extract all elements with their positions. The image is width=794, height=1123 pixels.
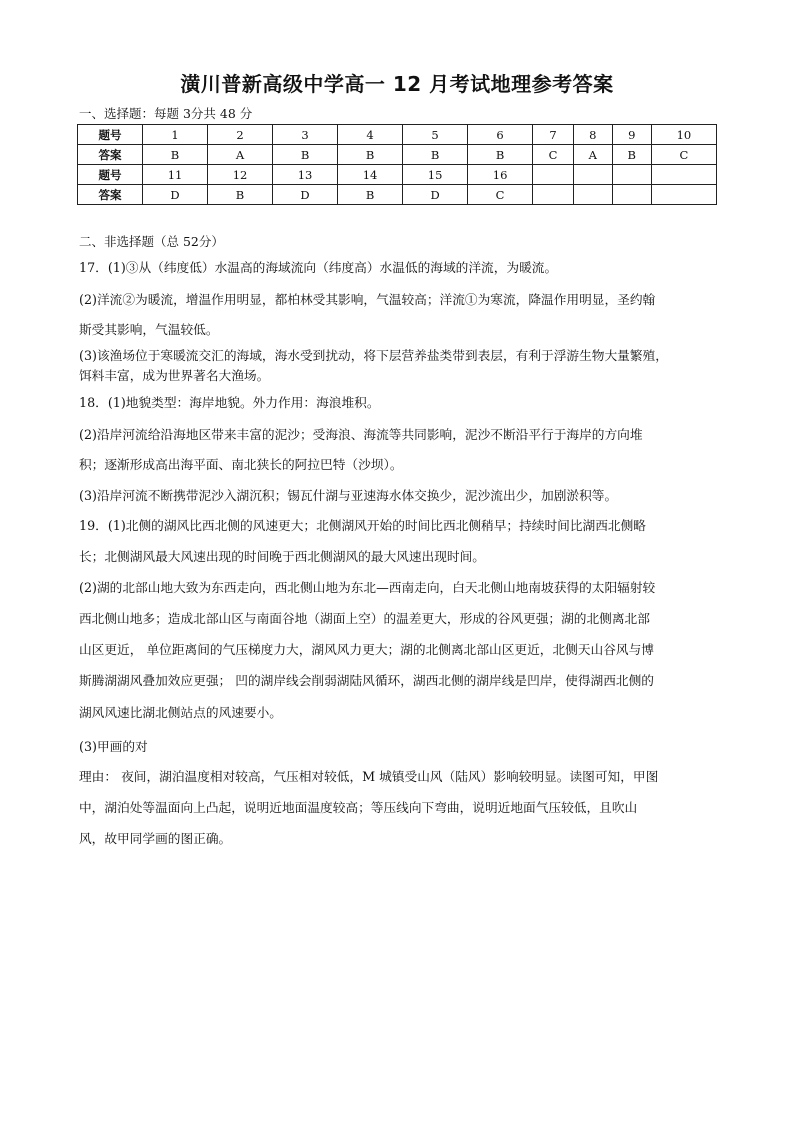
table-cell: D	[143, 185, 208, 205]
table-cell: A	[208, 145, 273, 165]
answer-line: 饵料丰富，成为世界著名大渔场。	[79, 368, 270, 383]
table-cell: 13	[273, 165, 338, 185]
table-cell: 10	[651, 125, 716, 145]
table-cell: C	[468, 185, 533, 205]
table-cell: B	[338, 185, 403, 205]
answer-line: (3)该渔场位于寒暖流交汇的海域，海水受到扰动，将下层营养盐类带到表层，有利于浮游生物大量繁殖，	[79, 348, 668, 363]
table-cell	[533, 165, 574, 185]
table-cell: 2	[208, 125, 273, 145]
table-cell	[651, 185, 716, 205]
answer-line: (2)沿岸河流给沿海地区带来丰富的泥沙；受海浪、海流等共同影响，泥沙不断沿平行于海岸的方向堆	[79, 427, 643, 442]
choice-answer-table	[77, 124, 717, 205]
answer-line: 18．(1)地貌类型：海岸地貌。外力作用：海浪堆积。	[79, 395, 380, 410]
table-cell: 11	[143, 165, 208, 185]
table-cell	[573, 185, 612, 205]
answer-line: 斯腾湖湖风叠加效应更强； 凹的湖岸线会削弱湖陆风循环，湖西北侧的湖岸线是凹岸，使得湖西北侧的	[79, 673, 654, 688]
table-cell: 9	[612, 125, 651, 145]
answer-line: 17．(1)③从（纬度低）水温高的海域流向（纬度高）水温低的海域的洋流，为暖流。	[79, 260, 558, 275]
row-label-answer: 答案	[78, 185, 143, 205]
table-cell: A	[573, 145, 612, 165]
answer-line: 湖风风速比湖北侧站点的风速要小。	[79, 705, 282, 720]
table-cell: B	[273, 145, 338, 165]
answer-line: 中，湖泊处等温面向上凸起，说明近地面温度较高；等压线向下弯曲，说明近地面气压较低，且吹山	[79, 800, 638, 815]
row-label-answer: 答案	[78, 145, 143, 165]
table-cell: B	[143, 145, 208, 165]
table-row-answers	[78, 145, 717, 165]
answer-line: 斯受其影响，气温较低。	[79, 322, 219, 337]
answer-line: (2)湖的北部山地大致为东西走向，西北侧山地为东北—西南走向，白天北侧山地南坡获得的太阳辐射较	[79, 580, 656, 595]
page-title: 潢川普新高级中学高一 12 月考试地理参考答案	[180, 72, 614, 96]
table-cell: 1	[143, 125, 208, 145]
table-cell	[612, 165, 651, 185]
section-choice-heading: 一、选择题：每题 3分共 48 分	[79, 106, 253, 121]
answer-line: 理由： 夜间，湖泊温度相对较高，气压相对较低，M 城镇受山风（陆风）影响较明显。读图可知，甲图	[79, 769, 659, 784]
table-cell: B	[612, 145, 651, 165]
table-cell: 4	[338, 125, 403, 145]
answer-line: 风，故甲同学画的图正确。	[79, 831, 232, 846]
table-cell	[612, 185, 651, 205]
table-cell: B	[403, 145, 468, 165]
table-cell: 5	[403, 125, 468, 145]
table-row-answers	[78, 185, 717, 205]
row-label-question: 题号	[78, 165, 143, 185]
answer-line: 西北侧山地多；造成北部山区与南面谷地（湖面上空）的温差更大，形成的谷风更强；湖的北侧离北部	[79, 611, 650, 626]
answer-line: (2)洋流②为暖流，增温作用明显，都柏林受其影响，气温较高；洋流①为寒流，降温作用明显，圣约翰	[79, 292, 656, 307]
table-cell	[533, 185, 574, 205]
table-cell: 7	[533, 125, 574, 145]
table-cell	[573, 165, 612, 185]
answer-line: 山区更近， 单位距离间的气压梯度力大，湖风风力更大；湖的北侧离北部山区更近，北侧天山谷风与博	[79, 642, 654, 657]
table-cell: C	[533, 145, 574, 165]
table-cell: D	[403, 185, 468, 205]
table-cell: 15	[403, 165, 468, 185]
table-cell: B	[338, 145, 403, 165]
table-cell: 14	[338, 165, 403, 185]
answer-line: (3)沿岸河流不断携带泥沙入湖沉积；锡瓦什湖与亚速海水体交换少，泥沙流出少，加剧淤积等。	[79, 488, 618, 503]
table-cell: 12	[208, 165, 273, 185]
table-cell: 6	[468, 125, 533, 145]
section-nonchoice-heading: 二、非选择题（总 52分）	[79, 234, 224, 249]
table-cell: B	[468, 145, 533, 165]
table-cell: C	[651, 145, 716, 165]
table-cell: 8	[573, 125, 612, 145]
answer-line: 积；逐渐形成高出海平面、南北狭长的阿拉巴特（沙坝）。	[79, 457, 403, 472]
row-label-question: 题号	[78, 125, 143, 145]
table-row-question-numbers	[78, 125, 717, 145]
table-row-question-numbers	[78, 165, 717, 185]
table-cell: D	[273, 185, 338, 205]
answer-line: (3)甲画的对	[79, 739, 148, 754]
table-cell	[651, 165, 716, 185]
table-cell: 16	[468, 165, 533, 185]
table-cell: B	[208, 185, 273, 205]
answer-line: 长；北侧湖风最大风速出现的时间晚于西北侧湖风的最大风速出现时间。	[79, 549, 485, 564]
table-cell: 3	[273, 125, 338, 145]
answer-line: 19．(1)北侧的湖风比西北侧的风速更大；北侧湖风开始的时间比西北侧稍早；持续时间比湖西北侧略	[79, 518, 646, 533]
